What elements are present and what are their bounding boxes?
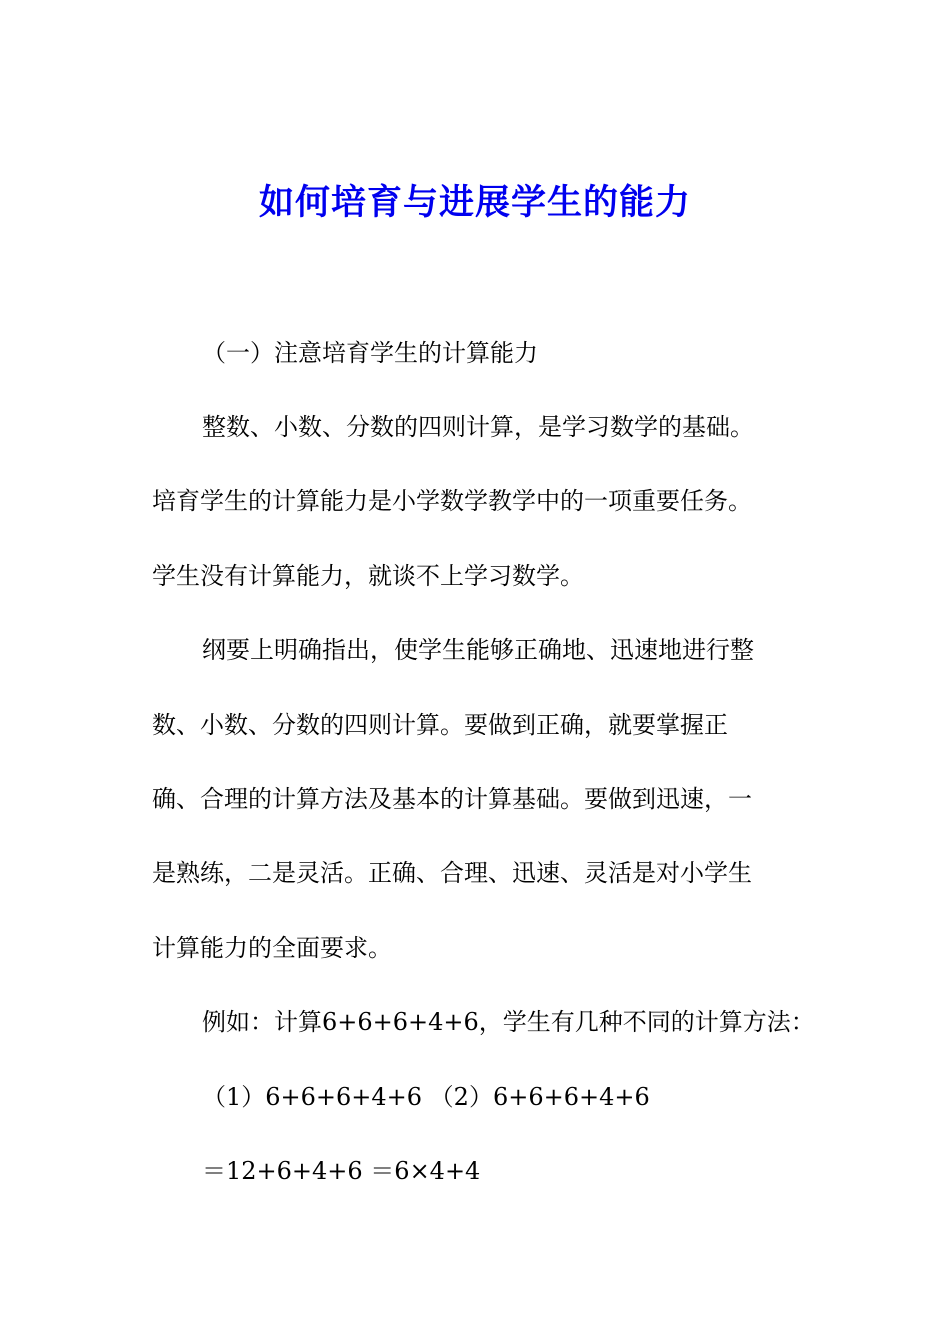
section-heading: （一）注意培育学生的计算能力 [202,339,538,367]
paragraph-line: 确、合理的计算方法及基本的计算基础。要做到迅速，一 [152,785,752,813]
paragraph-line: 计算能力的全面要求。 [152,934,392,962]
paragraph-line: 是熟练，二是灵活。正确、合理、迅速、灵活是对小学生 [152,859,752,887]
paragraph-line: 培育学生的计算能力是小学数学教学中的一项重要任务。 [152,487,752,515]
calculation-line: （1）6+6+6+4+6 （2）6+6+6+4+6 [202,1083,650,1111]
paragraph-line: 纲要上明确指出，使学生能够正确地、迅速地进行整 [202,636,754,664]
paragraph-line: 整数、小数、分数的四则计算，是学习数学的基础。 [202,413,754,441]
paragraph-line: 数、小数、分数的四则计算。要做到正确，就要掌握正 [152,711,728,739]
document-title: 如何培育与进展学生的能力 [258,182,691,223]
paragraph-line: 学生没有计算能力，就谈不上学习数学。 [152,562,584,590]
example-line: 例如：计算6+6+6+4+6，学生有几种不同的计算方法： [202,1008,815,1036]
calculation-line: ＝12+6+4+6 ＝6×4+4 [202,1157,481,1185]
